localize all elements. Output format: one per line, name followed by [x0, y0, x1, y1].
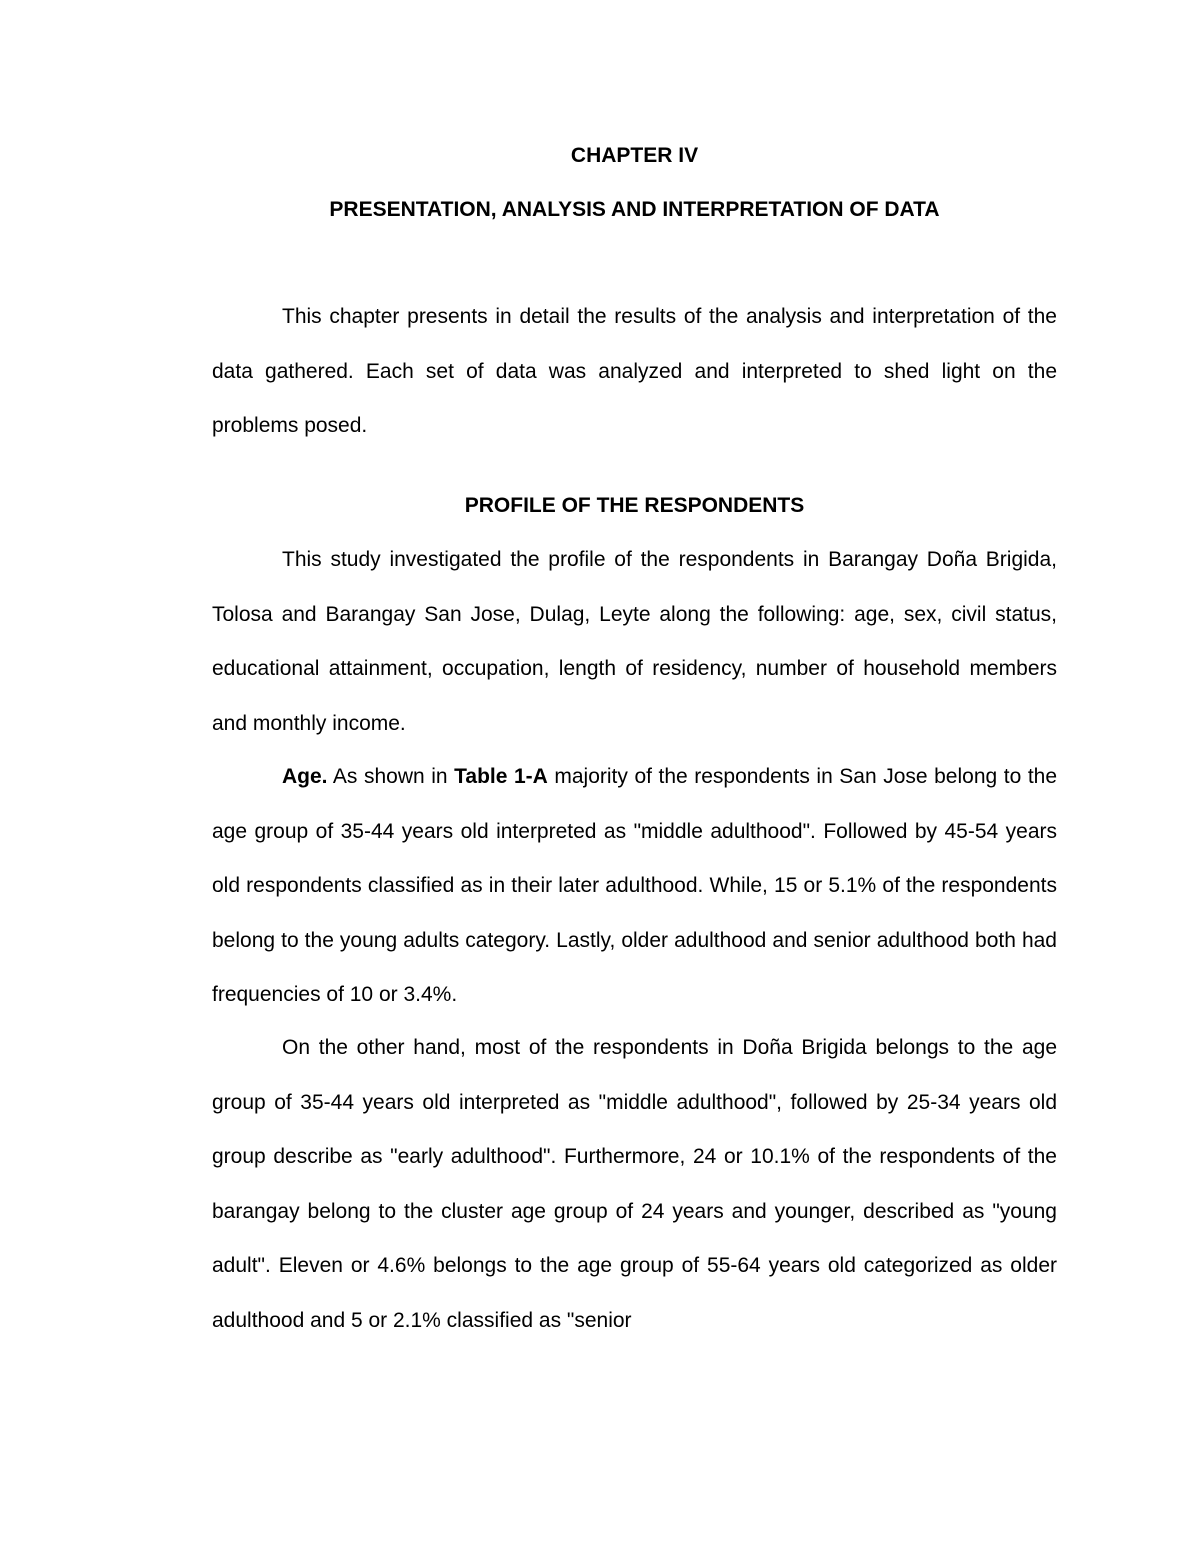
- age-lead: Age.: [282, 765, 328, 788]
- age-text-2: majority of the respondents in San Jose belong to the age group of 35-44 years old interpreted as "middle adulthood". Followed by 45-54 years old respondents classified as in their later adulthood. While, 15 or 5.1% of the respondents belong to the young adults category. Lastly, older adulthood and senior adulthood both had frequencies of 10 or 3.4%.: [212, 765, 1058, 1006]
- age-paragraph: [212, 750, 1057, 1023]
- age-text-1: As shown in: [327, 765, 455, 788]
- intro-paragraph: This chapter presents in detail the results of the analysis and interpretation of the data gathered. Each set of data was analyzed and interpreted to shed light on the problems posed.: [212, 305, 1057, 437]
- other-paragraph: On the other hand, most of the respondents in Doña Brigida belongs to the age group of 35-44 years old interpreted as "middle adulthood", followed by 25-34 years old group describe as "early adulthood". Furthermore, 24 or 10.1% of the respondents of the barangay belong to the cluster age group of 24 years and younger, described as "young adult". Eleven or 4.6% belongs to the age group of 55-64 years old categorized as older adulthood and 5 or 2.1% classified as "senior: [212, 1036, 1057, 1332]
- intro-section: [212, 290, 1057, 454]
- chapter-number: CHAPTER IV: [570, 144, 699, 167]
- chapter-title: PRESENTATION, ANALYSIS AND INTERPRETATION OF DATA: [329, 198, 940, 221]
- age-section: [212, 750, 1057, 1023]
- profile-paragraph: This study investigated the profile of the respondents in Barangay Doña Brigida, Tolosa and Barangay San Jose, Dulag, Leyte along the following: age, sex, civil status, educational attainment, occupation, length of residency, number of household members and monthly income.: [212, 548, 1057, 735]
- other-section: [212, 1021, 1057, 1348]
- table-reference: Table 1-A: [454, 765, 548, 788]
- profile-section: [212, 533, 1057, 751]
- section-heading: PROFILE OF THE RESPONDENTS: [464, 494, 805, 517]
